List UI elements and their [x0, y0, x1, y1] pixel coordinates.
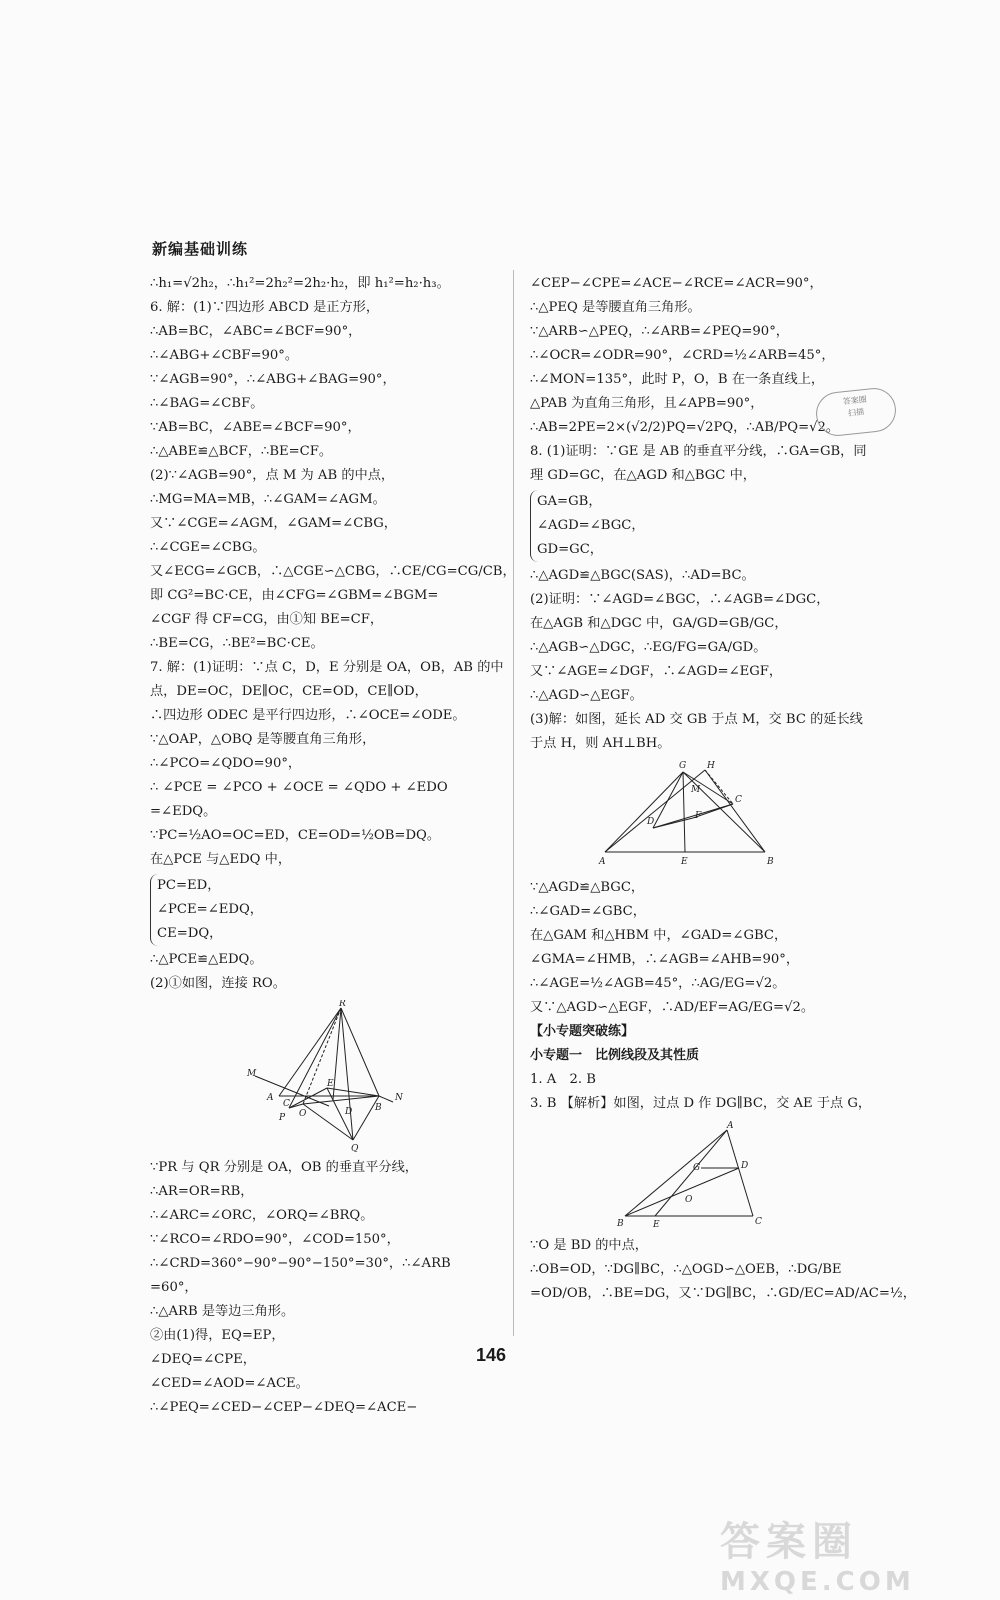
fig-label: M: [691, 785, 701, 795]
text-line: (2)证明：∵∠AGD=∠BGC，∴∠AGB=∠DGC，: [530, 592, 830, 607]
text-line: 8. (1)证明：∵GE 是 AB 的垂直平分线，∴GA=GB，同: [530, 444, 867, 459]
fig-label: C: [755, 1217, 762, 1227]
fig-label: O: [299, 1109, 307, 1119]
text-line: ∠PCE=∠EDQ，: [157, 902, 263, 917]
text-line: ∵O 是 BD 的中点，: [530, 1238, 648, 1253]
fig-label: O: [685, 1195, 693, 1205]
text-line: ∴∠BAG=∠CBF。: [150, 396, 264, 411]
text-line: ∴BE=CG，∴BE²=BC·CE。: [150, 636, 324, 651]
text-line: ∴∠OCR=∠ODR=90°，∠CRD=½∠ARB=45°，: [530, 348, 835, 363]
fig-label: F: [695, 811, 702, 821]
section-title: 【小专题突破练】: [530, 1024, 635, 1039]
watermark-logo: [720, 1510, 980, 1597]
fig-label: A: [267, 1093, 274, 1103]
text-line: △PAB 为直角三角形，且∠APB=90°，: [530, 396, 764, 411]
text-line: ∴AB=2PE=2×(√2/2)PQ=√2PQ，∴AB/PQ=√2。: [530, 420, 840, 435]
text-line: ∴△PEQ 是等腰直角三角形。: [530, 300, 701, 315]
stamp-line: 扫描: [847, 407, 865, 418]
text-line: ∵△OAP，△OBQ 是等腰直角三角形，: [150, 732, 376, 747]
text-line: =∠EDQ。: [150, 804, 217, 819]
fig-label: B: [617, 1219, 624, 1229]
text-line: (2)①如图，连接 RO。: [150, 976, 286, 991]
watermark-url: MXQE.COM: [720, 1567, 915, 1597]
text-line: ∴∠ARC=∠ORC，∠ORQ=∠BRQ。: [150, 1208, 374, 1223]
fig-label: E: [681, 857, 688, 867]
fig-label: D: [647, 817, 655, 827]
text-line: 又∵∠AGE=∠DGF，∴∠AGD=∠EGF，: [530, 664, 783, 679]
text-line: 即 CG²=BC·CE，由∠CFG=∠GBM=∠BGM=: [150, 588, 439, 603]
fig-label: B: [767, 857, 774, 867]
figure-3-diagram: [615, 1120, 775, 1230]
figure-8-diagram: [595, 760, 795, 872]
text-line: GD=GC，: [537, 542, 603, 557]
text-line: ∴ ∠PCE = ∠PCO + ∠OCE = ∠QDO + ∠EDO: [150, 780, 448, 795]
text-line: 7. 解：(1)证明：∵点 C，D，E 分别是 OA，OB，AB 的中: [150, 660, 504, 675]
text-line: 点，DE=OC，DE∥OC，CE=OD，CE∥OD，: [150, 684, 428, 699]
watermark-text: 答案圈: [720, 1519, 858, 1565]
column-divider: [513, 270, 514, 1336]
fig-label: D: [345, 1107, 353, 1117]
text-line: ∴四边形 ODEC 是平行四边形，∴∠OCE=∠ODE。: [150, 708, 466, 723]
text-line: ②由(1)得，EQ=EP，: [150, 1328, 285, 1343]
text-line: ∠GMA=∠HMB，∴∠AGB=∠AHB=90°，: [530, 952, 800, 967]
fig-label: A: [727, 1121, 734, 1131]
right-column: [530, 272, 916, 1306]
text-line: ∴MG=MA=MB，∴∠GAM=∠AGM。: [150, 492, 386, 507]
text-line: (2)∵∠AGB=90°，点 M 为 AB 的中点，: [150, 468, 395, 483]
fig-label: M: [247, 1069, 257, 1079]
text-line: 又∠ECG=∠GCB，∴△CGE∽△CBG，∴CE/CG=CG/CB，: [150, 564, 516, 579]
text-line: ∵∠AGB=90°，∴∠ABG+∠BAG=90°，: [150, 372, 396, 387]
fig-label: R: [339, 1000, 346, 1009]
fig-label: E: [327, 1079, 334, 1089]
text-line: ∴△ARB 是等边三角形。: [150, 1304, 295, 1319]
text-line: ∠AGD=∠BGC，: [537, 518, 645, 533]
fig-label: Q: [351, 1144, 359, 1152]
text-line: ∴∠ABG+∠CBF=90°。: [150, 348, 299, 363]
text-line: 6. 解：(1)∵四边形 ABCD 是正方形，: [150, 300, 380, 315]
equation-brace: [530, 490, 860, 562]
fig-label: P: [279, 1113, 286, 1123]
text-line: ∠CGF 得 CF=CG，由①知 BE=CF，: [150, 612, 384, 627]
fig-label: G: [679, 761, 687, 771]
text-line: ∴△ABE≌△BCF，∴BE=CF。: [150, 444, 333, 459]
text-line: ∵△ARB∽△PEQ，∴∠ARB=∠PEQ=90°，: [530, 324, 789, 339]
text-line: 3. B 【解析】如图，过点 D 作 DG∥BC，交 AE 于点 G，: [530, 1096, 872, 1111]
text-line: ∴∠CRD=360°−90°−90°−150°=30°，∴∠ARB: [150, 1256, 451, 1271]
text-line: 在△AGB 和△DGC 中，GA/GD=GB/GC，: [530, 616, 788, 631]
text-line: ∠CED=∠AOD=∠ACE。: [150, 1376, 309, 1391]
section-header: 新编基础训练: [152, 240, 249, 258]
subsection-title: 小专题一 比例线段及其性质: [530, 1048, 700, 1063]
text-line: 于点 H，则 AH⊥BH。: [530, 736, 671, 751]
text-line: ∴∠CGE=∠CBG。: [150, 540, 266, 555]
text-line: ∴∠MON=135°，此时 P，O，B 在一条直线上，: [530, 372, 825, 387]
text-line: 又∵∠CGE=∠AGM，∠GAM=∠CBG，: [150, 516, 397, 531]
text-line: ∴∠AGE=½∠AGB=45°，∴AG/EG=√2。: [530, 976, 786, 991]
text-line: 又∵△AGD∽△EGF，∴AD/EF=AG/EG=√2。: [530, 1000, 815, 1015]
text-line: ∵AB=BC，∠ABE=∠BCF=90°，: [150, 420, 361, 435]
text-line: (3)解：如图，延长 AD 交 GB 于点 M，交 BC 的延长线: [530, 712, 863, 727]
figure-7-diagram: [241, 1000, 411, 1152]
fig-label: H: [707, 761, 715, 771]
text-line: ∴△AGD≌△BGC(SAS)，∴AD=BC。: [530, 568, 755, 583]
text-line: PC=ED，: [157, 878, 221, 893]
text-line: 在△PCE 与△EDQ 中，: [150, 852, 292, 867]
text-line: =OD/OB，∴BE=DG，又∵DG∥BC，∴GD/EC=AD/AC=½，: [530, 1286, 916, 1301]
text-line: ∵∠RCO=∠RDO=90°，∠COD=150°，: [150, 1232, 400, 1247]
text-line: 理 GD=GC，在△AGD 和△BGC 中，: [530, 468, 756, 483]
fig-label: E: [653, 1220, 660, 1230]
stamp-line: 答案圈: [842, 394, 868, 407]
fig-label: C: [283, 1099, 290, 1109]
fig-label: B: [375, 1103, 382, 1113]
text-line: ∴AR=OR=RB，: [150, 1184, 254, 1199]
equation-brace: [150, 874, 502, 946]
text-line: ∵PC=½AO=OC=ED，CE=OD=½OB=DQ。: [150, 828, 441, 843]
text-line: ∠CEP−∠CPE=∠ACE−∠RCE=∠ACR=90°，: [530, 276, 823, 291]
text-line: ∵PR 与 QR 分别是 OA，OB 的垂直平分线，: [150, 1160, 418, 1175]
seal-stamp: [814, 386, 898, 438]
text-line: ∴∠PCO=∠QDO=90°，: [150, 756, 302, 771]
fig-label: A: [599, 857, 606, 867]
text-line: CE=DQ，: [157, 926, 223, 941]
text-line: 1. A 2. B: [530, 1072, 596, 1087]
fig-label: G: [693, 1163, 701, 1173]
fig-label: C: [735, 795, 742, 805]
text-line: =60°，: [150, 1280, 198, 1295]
fig-label: N: [395, 1093, 403, 1103]
left-column: [150, 272, 516, 1420]
fig-label: D: [741, 1161, 749, 1171]
text-line: ∴AB=BC，∠ABC=∠BCF=90°，: [150, 324, 362, 339]
text-line: ∴OB=OD，∵DG∥BC，∴△OGD∽△OEB，∴DG/BE: [530, 1262, 842, 1277]
page-number: 146: [476, 1345, 507, 1365]
text-line: ∵△AGD≌△BGC，: [530, 880, 645, 895]
text-line: ∴∠PEQ=∠CED−∠CEP−∠DEQ=∠ACE−: [150, 1400, 418, 1415]
text-line: ∴∠GAD=∠GBC，: [530, 904, 646, 919]
text-line: ∠DEQ=∠CPE，: [150, 1352, 256, 1367]
text-line: 在△GAM 和△HBM 中，∠GAD=∠GBC，: [530, 928, 788, 943]
text-line: ∴△PCE≌△EDQ。: [150, 952, 263, 967]
text-line: GA=GB，: [537, 494, 602, 509]
text-line: ∴h₁=√2h₂，∴h₁²=2h₂²=2h₂·h₂，即 h₁²=h₂·h₃。: [150, 276, 450, 291]
text-line: ∴△AGB∽△DGC，∴EG/FG=GA/GD。: [530, 640, 767, 655]
text-line: ∴△AGD∽△EGF。: [530, 688, 643, 703]
